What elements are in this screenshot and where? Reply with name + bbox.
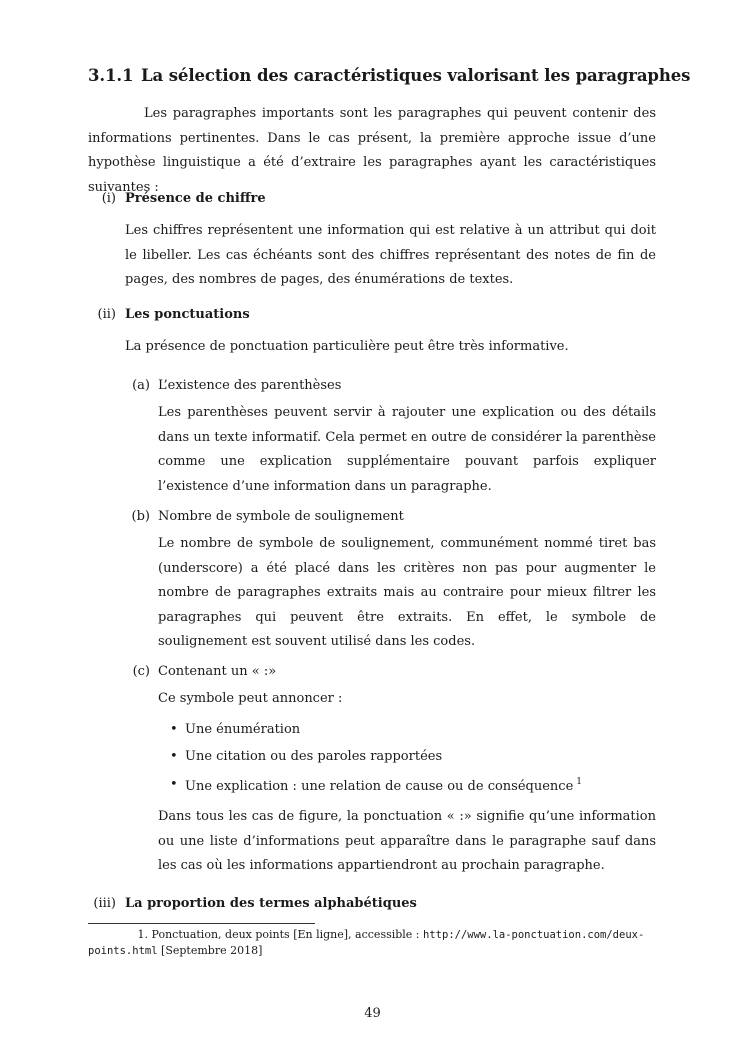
section-title: La sélection des caractéristiques valorisant les paragraphes [141, 66, 691, 85]
item-i-label: (i) [101, 191, 116, 206]
footnote-date: [Septembre 2018] [161, 944, 263, 957]
footnote-rule [88, 923, 315, 924]
item-ii-body: La présence de ponctuation particulière peut être très informative. [125, 339, 569, 354]
footnote-url[interactable]: http://www.la-ponctuation.com/deux-points.html [88, 929, 645, 957]
item-i-title: Présence de chiffre [125, 191, 266, 206]
bullet-icon: • [170, 749, 178, 764]
subitem-c-label: (c) [132, 664, 150, 679]
page-number: 49 [364, 1006, 381, 1021]
subitem-c-title: Contenant un « :» [158, 664, 277, 679]
item-i-body: Les chiffres représentent une information qui est relative à un attribut qui doit le libeller. Les cas échéants sont des chiffres représentant des notes de fin de pages, des nombres de pages, des énumérations de textes. [125, 223, 656, 287]
bullet-icon: • [170, 722, 178, 737]
subitem-a-title: L’existence des parenthèses [158, 378, 342, 393]
footnote [88, 927, 656, 959]
intro-paragraph: Les paragraphes importants sont les paragraphes qui peuvent contenir des informations pertinentes. Dans le cas présent, la première approche issue d’une hypothèse linguistique a été d’extraire les paragraphes ayant les caractéristiques suivantes : [88, 106, 656, 195]
footnote-ref[interactable]: 1 [576, 777, 583, 787]
item-ii-label: (ii) [97, 307, 116, 322]
subitem-b-title: Nombre de symbole de soulignement [158, 509, 404, 524]
subitem-a-body: Les parenthèses peuvent servir à rajouter une explication ou des détails dans un texte informatif. Cela permet en outre de considérer la parenthèse comme une explication supplémentaire pouvant parfois expliquer l’existence d’une information dans un paragraphe. [158, 405, 656, 494]
bullet-icon: • [170, 777, 178, 792]
footnote-text: Ponctuation, deux points [En ligne], accessible : [151, 928, 420, 941]
item-iii-label: (iii) [93, 896, 116, 911]
subitem-a-label: (a) [132, 378, 150, 393]
section-number: 3.1.1 [88, 66, 134, 85]
subitem-b-label: (b) [131, 509, 150, 524]
footnote-mark: 1. [137, 928, 148, 941]
subitem-b-body: Le nombre de symbole de soulignement, communément nommé tiret bas (underscore) a été placé dans les critères non pas pour augmenter le nombre de paragraphes extraits mais au contraire pour mieux filtrer les paragraphes qui peuvent être extraits. En effet, le symbole de soulignement est souvent utilisé dans les codes. [158, 536, 656, 649]
subitem-c-body: Ce symbole peut annoncer : [158, 691, 343, 706]
section-heading [88, 66, 691, 85]
item-iii-title: La proportion des termes alphabétiques [125, 896, 417, 911]
item-ii-title: Les ponctuations [125, 307, 250, 322]
subitem-c-after: Dans tous les cas de figure, la ponctuation « :» signifie qu’une information ou une liste d’informations peut apparaître dans le paragraphe sauf dans les cas où les informations appartiendront au prochain paragraphe. [158, 809, 656, 873]
